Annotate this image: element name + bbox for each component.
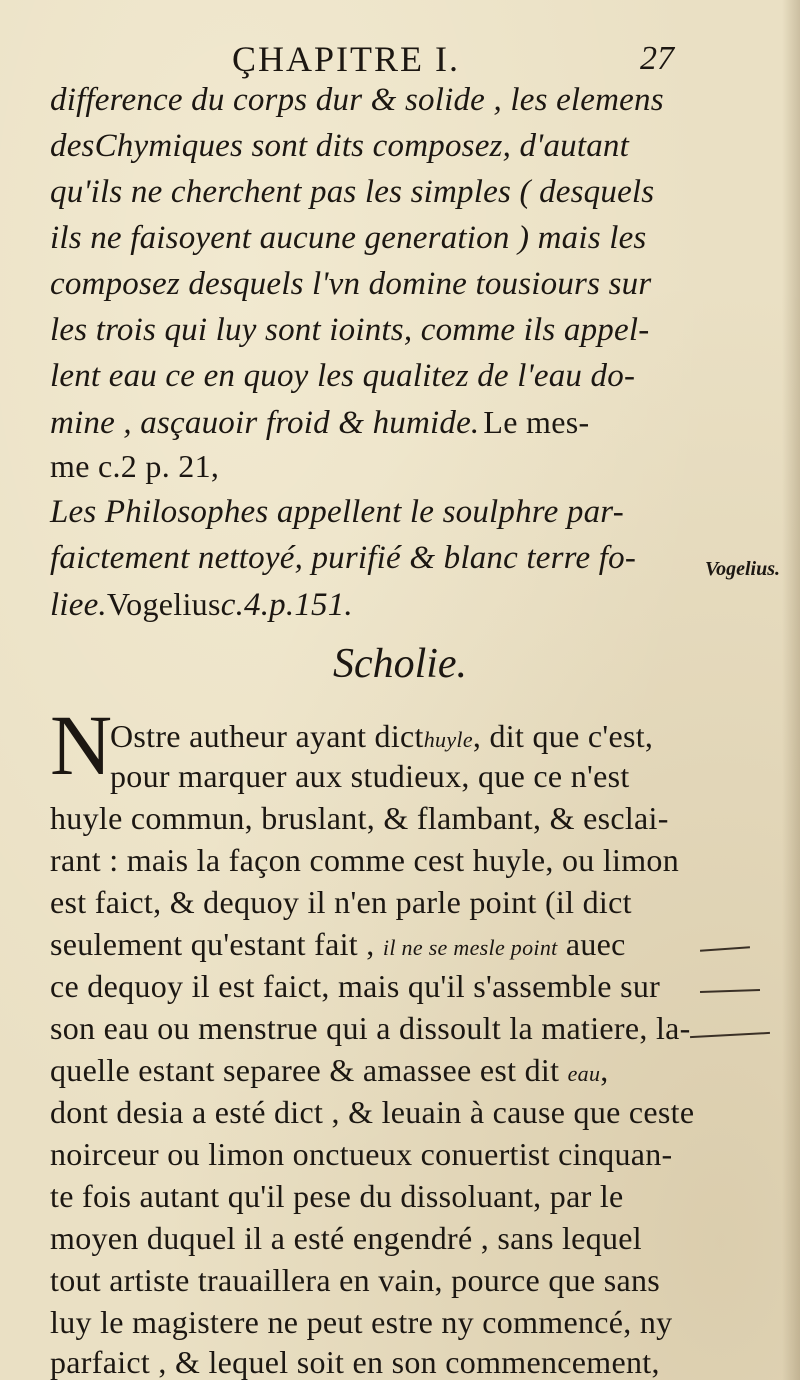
author-name: Vogelius [106,586,221,622]
text-line: lent eau ce en quoy les qualitez de l'eau do- [50,358,636,394]
text-italic: liee. [50,587,107,623]
text-line: Les Philosophes appellent le soulphre par- [50,494,624,530]
text-line: dont desia a esté dict , & leuain à cause que ceste [50,1094,695,1130]
text-line: luy le magistere ne peut estre ny commencé, ny [50,1304,673,1340]
text-roman: , dit que c'est, [472,718,654,754]
text-roman: , [600,1052,609,1088]
page-number: 27 [640,40,674,77]
text-roman: seulement qu'estant fait , [50,926,375,962]
text-line: te fois autant qu'il pese du dissoluant, par le [50,1178,624,1214]
page-edge-shadow [782,0,800,1380]
text-line [50,586,353,624]
text-line [50,1052,609,1089]
text-line: faictement nettoyé, purifié & blanc terre fo- [50,540,637,576]
citation-ref: c.4.p.151. [220,587,353,623]
text-line: huyle commun, bruslant, & flambant, & esclai- [50,800,669,836]
text-roman: quelle estant separee & amassee est dit [50,1052,560,1088]
citation-line: me c.2 p. 21, [50,448,220,484]
text-line: qu'ils ne cherchent pas les simples ( desquels [50,174,655,210]
text-roman: Ostre autheur ayant dict [110,718,424,754]
text-italic: huyle [423,727,473,752]
text-roman: Le mes- [483,404,590,440]
text-roman: auec [565,926,626,962]
ink-mark [690,1032,770,1038]
text-line: ils ne faisoyent aucune generation ) mais les [50,220,647,256]
text-italic: il ne se mesle point [382,935,558,960]
chapter-title: ÇHAPITRE I. [232,39,460,79]
text-line [50,404,589,442]
running-head [0,38,800,88]
text-italic: eau [567,1061,601,1086]
text-italic: mine , asçauoir froid & humide. [50,405,480,441]
text-line: rant : mais la façon comme cest huyle, ou limon [50,842,680,878]
text-line: desChymiques sont dits composez, d'autant [50,128,629,164]
text-line: composez desquels l'vn domine tousiours sur [50,266,652,302]
text-line [110,718,653,755]
text-line: tout artiste trauaillera en vain, pource que sans [50,1262,661,1298]
text-line: son eau ou menstrue qui a dissoult la matiere, la- [50,1010,691,1046]
text-line: moyen duquel il a esté engendré , sans lequel [50,1220,642,1256]
ink-mark [700,946,750,951]
text-line: difference du corps dur & solide , les elemens [50,82,664,118]
text-line: parfaict , & lequel soit en son commencement, [50,1344,660,1380]
text-line: est faict, & dequoy il n'en parle point (il dict [50,884,632,920]
ink-mark [700,989,760,993]
drop-cap: N [50,697,113,793]
text-line: les trois qui luy sont ioints, comme ils appel- [50,312,650,348]
text-line [50,926,626,963]
text-line: ce dequoy il est faict, mais qu'il s'assemble sur [50,968,661,1004]
margin-note: Vogelius. [705,558,781,580]
section-heading: Scholie. [332,641,468,687]
text-line: noirceur ou limon onctueux conuertist cinquan- [50,1136,673,1172]
text-line: pour marquer aux studieux, que ce n'est [110,758,630,794]
